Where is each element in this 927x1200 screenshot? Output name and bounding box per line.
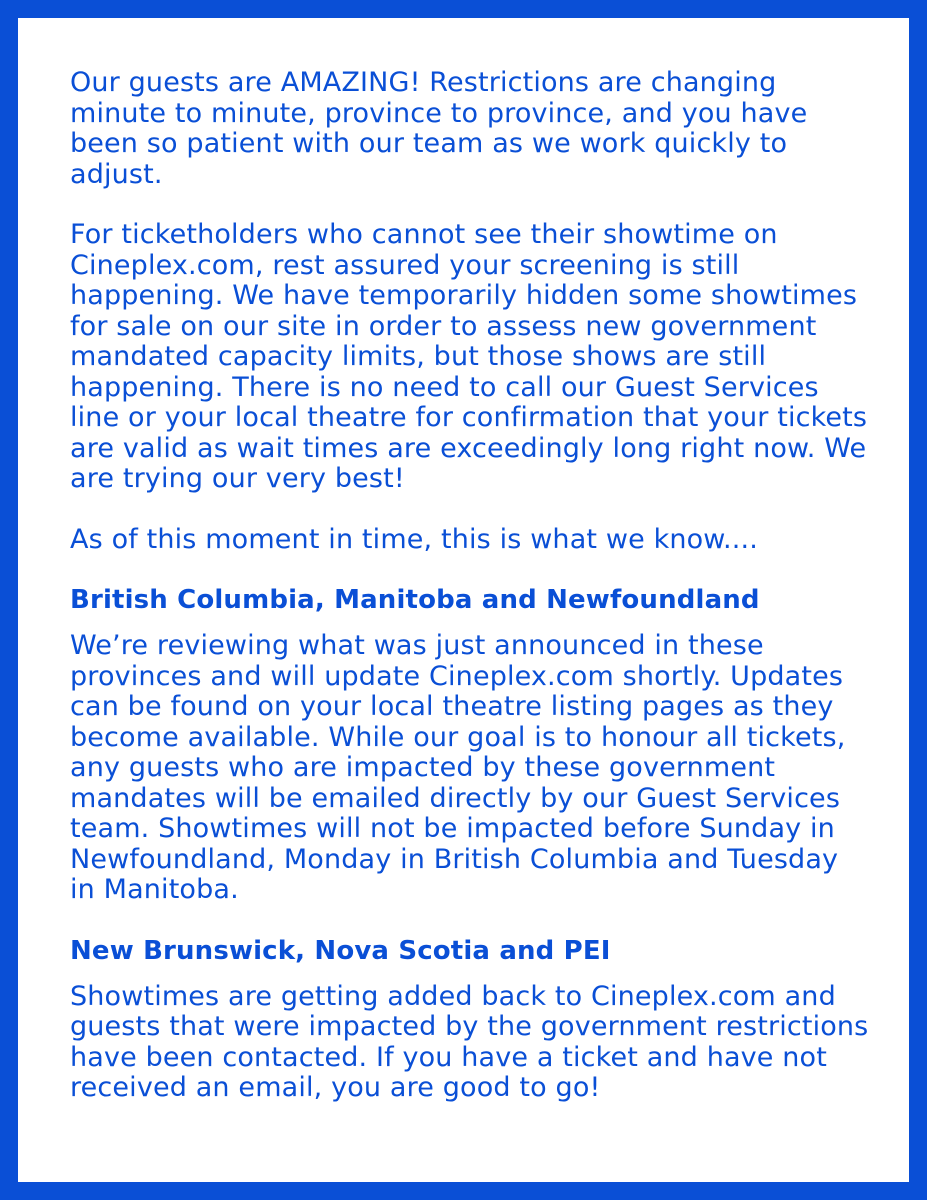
section-heading-nb-ns-pei: New Brunswick, Nova Scotia and PEI (70, 935, 611, 966)
intro-paragraph-2: For ticketholders who cannot see their showtime on Cineplex.com, rest assured your screening is still happening. We have temporarily hidden some showtimes for sale on our site in order to assess new government mandated capacity limits, but those shows are still happening. There is no need to call our Guest Services line or your local theatre for confirmation that your tickets are valid as wait times are exceedingly long right now. We are trying our very best! (70, 219, 868, 494)
section-body-nb-ns-pei: Showtimes are getting added back to Cineplex.com and guests that were impacted by the government restrictions have been contacted. If you have a ticket and have not received an email, you are good to go! (70, 980, 869, 1103)
announcement-text (70, 68, 870, 1104)
section-heading-bc-mb-nl: British Columbia, Manitoba and Newfoundland (70, 585, 760, 615)
intro-paragraph-3: As of this moment in time, this is what we know.... (70, 523, 758, 555)
section-body-bc-mb-nl: We’re reviewing what was just announced in these provinces and will update Cineplex.com shortly. Updates can be found on your local theatre listing pages as they become available. While our goal is to honour all tickets, any guests who are impacted by these government mandates will be emailed directly by our Guest Services team. Showtimes will not be impacted before Sunday in Newfoundland, Monday in British Columbia and Tuesday in Manitoba. (70, 630, 846, 905)
intro-paragraph-1: Our guests are AMAZING! Restrictions are changing minute to minute, province to province, and you have been so patient with our team as we work quickly to adjust. (70, 67, 808, 190)
